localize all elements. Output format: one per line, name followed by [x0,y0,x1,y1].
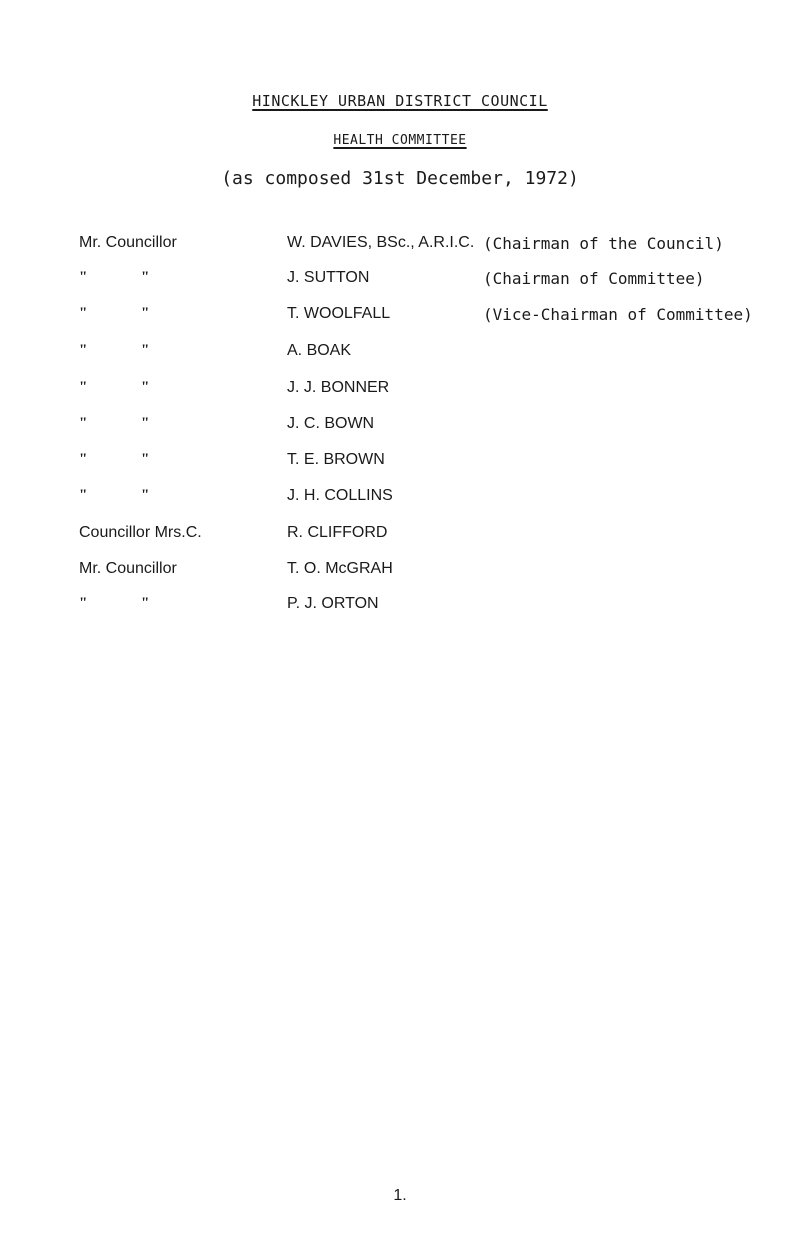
ditto-mark: " [79,269,88,285]
member-name: T. E. BROWN [287,451,385,468]
member-name: J. SUTTON [287,269,370,286]
member-prefix: Councillor Mrs.C. [79,524,202,541]
ditto-mark: " [79,379,88,395]
member-name: T. WOOLFALL [287,305,391,322]
ditto-mark: " [79,595,88,611]
member-name: P. J. ORTON [287,595,379,612]
committee-title: HEALTH COMMITTEE [333,133,467,148]
member-name: W. DAVIES, BSc., A.R.I.C. [287,234,475,251]
member-role: (Vice-Chairman of Committee) [483,305,753,324]
member-name: J. J. BONNER [287,379,390,396]
ditto-mark: " [141,451,150,467]
member-name: A. BOAK [287,342,352,359]
ditto-mark: " [141,487,150,503]
member-name: J. H. COLLINS [287,487,393,504]
document-title: HINCKLEY URBAN DISTRICT COUNCIL [252,92,548,110]
member-name: T. O. McGRAH [287,560,393,577]
ditto-mark: " [141,342,150,358]
member-name: J. C. BOWN [287,415,375,432]
ditto-mark: " [141,269,150,285]
ditto-mark: " [79,487,88,503]
ditto-mark: " [141,305,150,321]
ditto-mark: " [141,379,150,395]
member-role: (Chairman of Committee) [483,269,705,288]
member-name: R. CLIFFORD [287,524,388,541]
composition-date: (as composed 31st December, 1972) [221,168,579,189]
ditto-mark: " [79,415,88,431]
ditto-mark: " [79,451,88,467]
page-number: 1. [393,1187,407,1204]
member-prefix: Mr. Councillor [79,234,177,251]
member-prefix: Mr. Councillor [79,560,177,577]
ditto-mark: " [79,305,88,321]
member-role: (Chairman of the Council) [483,234,724,253]
ditto-mark: " [141,595,150,611]
ditto-mark: " [79,342,88,358]
ditto-mark: " [141,415,150,431]
